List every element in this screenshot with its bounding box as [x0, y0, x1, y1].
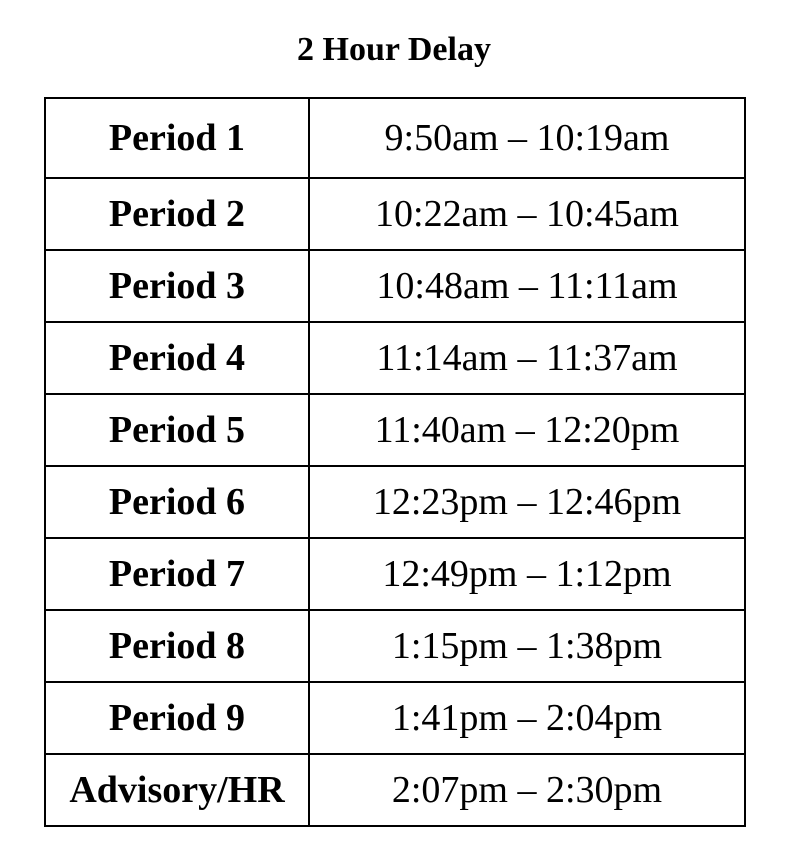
time-cell: 12:49pm – 1:12pm [309, 538, 745, 610]
time-cell: 10:48am – 11:11am [309, 250, 745, 322]
table-row [45, 98, 745, 178]
period-cell: Period 7 [45, 538, 309, 610]
time-cell: 10:22am – 10:45am [309, 178, 745, 250]
schedule-body [45, 98, 745, 826]
table-row [45, 754, 745, 826]
table-row [45, 682, 745, 754]
period-cell: Period 4 [45, 322, 309, 394]
table-row [45, 322, 745, 394]
table-row [45, 610, 745, 682]
table-row [45, 178, 745, 250]
period-cell: Advisory/HR [45, 754, 309, 826]
time-cell: 1:15pm – 1:38pm [309, 610, 745, 682]
time-cell: 2:07pm – 2:30pm [309, 754, 745, 826]
time-cell: 11:40am – 12:20pm [309, 394, 745, 466]
table-row [45, 394, 745, 466]
period-cell: Period 9 [45, 682, 309, 754]
time-cell: 12:23pm – 12:46pm [309, 466, 745, 538]
period-cell: Period 1 [45, 98, 309, 178]
period-cell: Period 5 [45, 394, 309, 466]
period-cell: Period 2 [45, 178, 309, 250]
period-cell: Period 3 [45, 250, 309, 322]
time-cell: 1:41pm – 2:04pm [309, 682, 745, 754]
table-row [45, 466, 745, 538]
table-row [45, 250, 745, 322]
schedule-table [44, 97, 746, 827]
time-cell: 11:14am – 11:37am [309, 322, 745, 394]
time-cell: 9:50am – 10:19am [309, 98, 745, 178]
page-title: 2 Hour Delay [297, 31, 491, 68]
period-cell: Period 8 [45, 610, 309, 682]
period-cell: Period 6 [45, 466, 309, 538]
table-row [45, 538, 745, 610]
